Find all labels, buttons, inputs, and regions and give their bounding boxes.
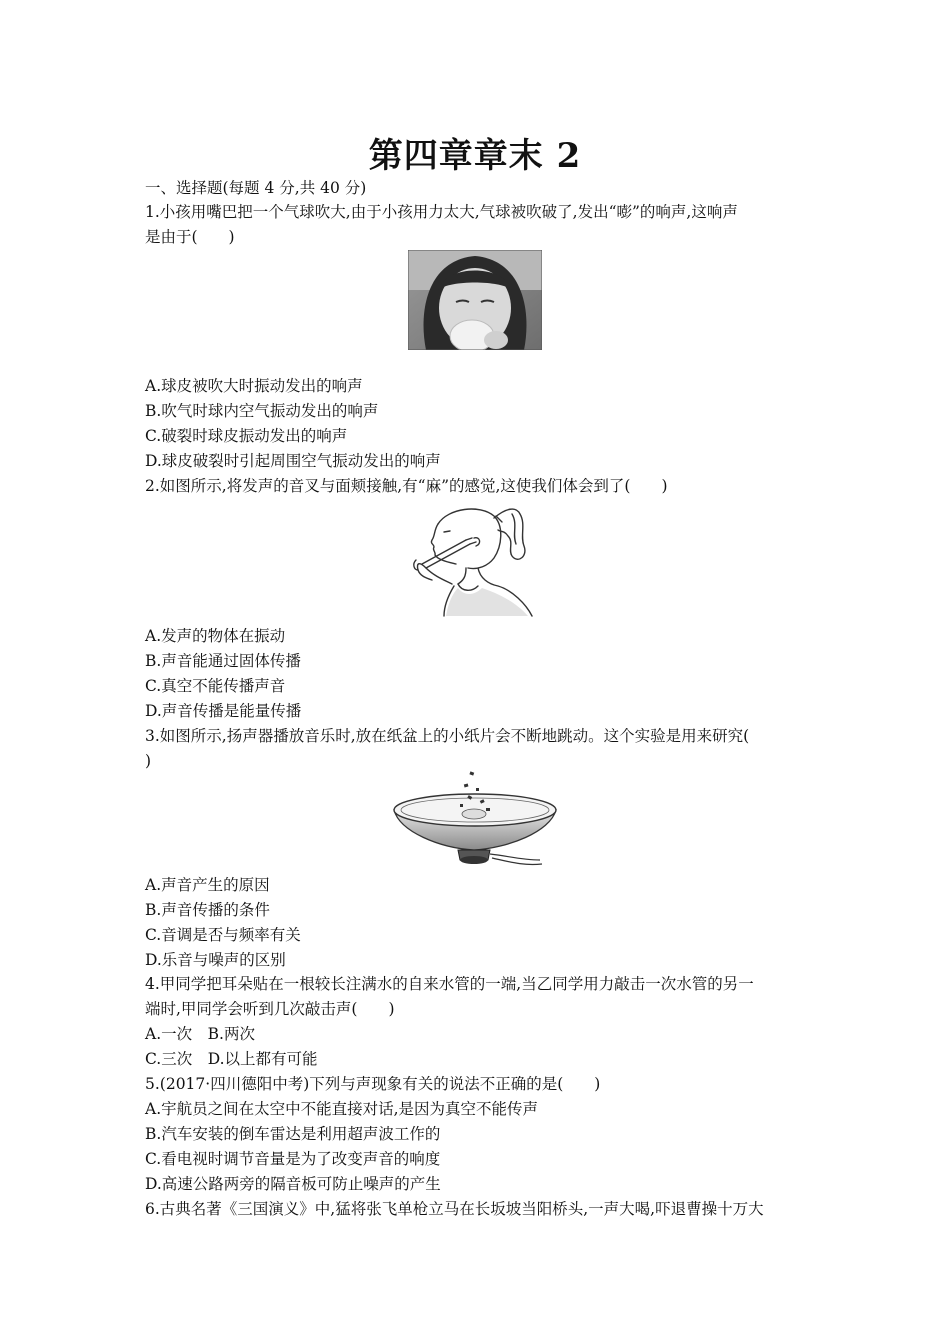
q1-option-c: C.破裂时球皮振动发出的响声 xyxy=(145,427,348,445)
q5-option-b: B.汽车安装的倒车雷达是利用超声波工作的 xyxy=(145,1125,441,1143)
q3-option-c: C.音调是否与频率有关 xyxy=(145,926,301,944)
q1-option-b: B.吹气时球内空气振动发出的响声 xyxy=(145,402,379,420)
q3-stem-line2: ) xyxy=(145,752,152,770)
q5-option-d: D.高速公路两旁的隔音板可防止噪声的产生 xyxy=(145,1175,441,1193)
q3-stem-line1: 3.如图所示,扬声器播放音乐时,放在纸盆上的小纸片会不断地跳动。这个实验是用来研究( xyxy=(145,727,750,745)
q1-option-a: A.球皮被吹大时振动发出的响声 xyxy=(145,377,363,395)
q5-option-a: A.宇航员之间在太空中不能直接对话,是因为真空不能传声 xyxy=(145,1100,539,1118)
q1-option-d: D.球皮破裂时引起周围空气振动发出的响声 xyxy=(145,452,441,470)
q5-option-c: C.看电视时调节音量是为了改变声音的响度 xyxy=(145,1150,441,1168)
q5-stem: 5.(2017·四川德阳中考)下列与声现象有关的说法不正确的是( ) xyxy=(145,1075,601,1093)
q2-option-c: C.真空不能传播声音 xyxy=(145,677,286,695)
q2-option-a: A.发声的物体在振动 xyxy=(145,627,286,645)
q3-option-a: A.声音产生的原因 xyxy=(145,876,270,894)
q2-option-d: D.声音传播是能量传播 xyxy=(145,702,302,720)
speaker-with-paper-bits-illustration xyxy=(390,770,560,868)
q6-stem-line1: 6.古典名著《三国演义》中,猛将张飞单枪立马在长坂坡当阳桥头,一声大喝,吓退曹操十万大 xyxy=(145,1200,764,1218)
q3-option-b: B.声音传播的条件 xyxy=(145,901,270,919)
q4-stem-line1: 4.甲同学把耳朵贴在一根较长注满水的自来水管的一端,当乙同学用力敲击一次水管的另一 xyxy=(145,975,754,993)
q2-stem: 2.如图所示,将发声的音叉与面颊接触,有“麻”的感觉,这使我们体会到了( ) xyxy=(145,477,668,495)
q1-stem-line1: 1.小孩用嘴巴把一个气球吹大,由于小孩用力太大,气球被吹破了,发出“嘭”的响声,这响声 xyxy=(145,203,738,221)
q4-stem-line2: 端时,甲同学会听到几次敲击声( ) xyxy=(145,1000,395,1018)
q3-option-d: D.乐音与噪声的区别 xyxy=(145,951,286,969)
q2-option-b: B.声音能通过固体传播 xyxy=(145,652,301,670)
q4-options-line2: C.三次 D.以上都有可能 xyxy=(145,1050,318,1068)
page-title: 第四章章末 2 xyxy=(368,136,582,176)
child-blowing-balloon-photo xyxy=(408,250,542,350)
section-heading: 一、选择题(每题 4 分,共 40 分) xyxy=(145,179,367,197)
q4-options-line1: A.一次 B.两次 xyxy=(145,1025,255,1043)
q1-stem-line2: 是由于( ) xyxy=(145,228,235,246)
girl-with-tuning-fork-illustration xyxy=(408,500,536,618)
